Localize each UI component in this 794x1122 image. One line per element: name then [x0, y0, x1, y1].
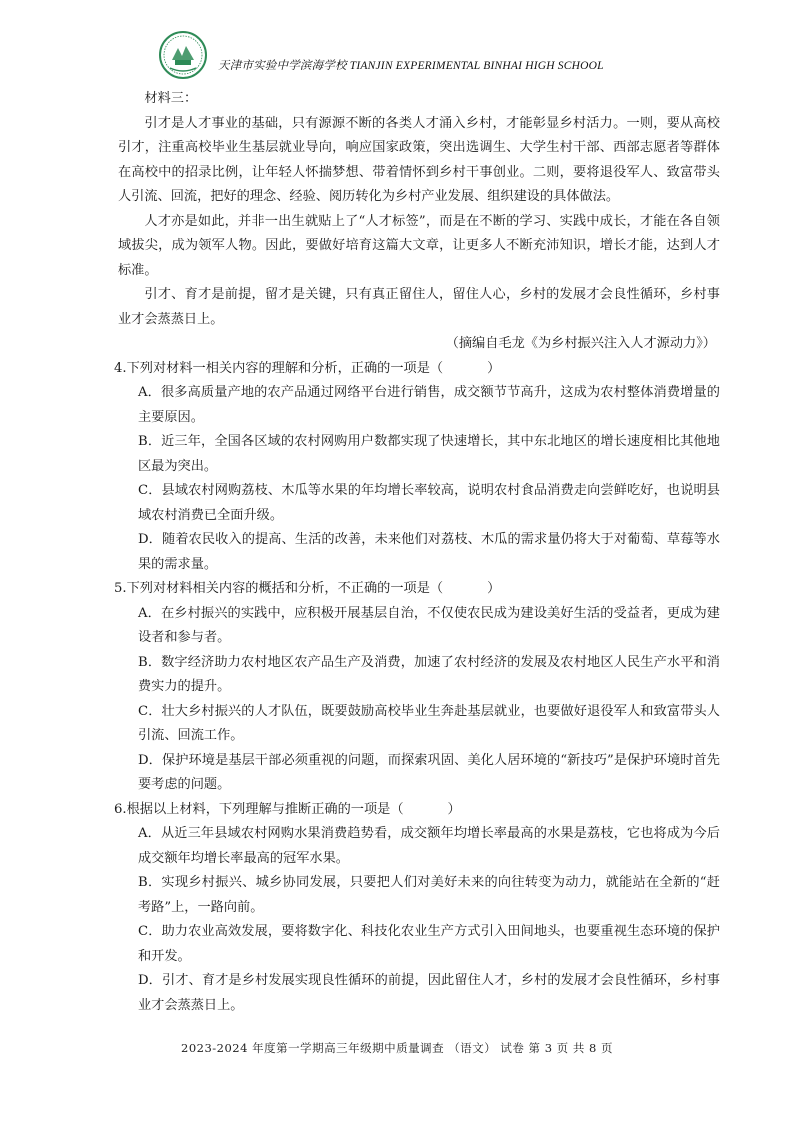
- material-source: （摘编自毛龙《为乡村振兴注入人才源动力》）: [445, 336, 716, 351]
- option-c: C．壮大乡村振兴的人才队伍，既要鼓励高校毕业生奔赴基层就业，也要做好退役军人和致富带头人引流、回流工作。: [138, 703, 720, 743]
- option-d: D．随着农民收入的提高、生活的改善，未来他们对荔枝、木瓜的需求量仍将大于对葡萄、草莓等水果的需求量。: [138, 532, 720, 572]
- material-paragraph: 引才、育才是前提，留才是关键，只有真正留住人，留住人心，乡村的发展才会良性循环，乡村事业才会蒸蒸日上。: [118, 287, 720, 327]
- question-6: [114, 798, 720, 1019]
- material-paragraph: 人才亦是如此，并非一出生就贴上了“人才标签”，而是在不断的学习、实践中成长，才能在各自领域拔尖，成为领军人物。因此，要做好培育这篇大文章，让更多人不断充沛知识，增长才能，达到人才标准。: [118, 213, 720, 278]
- school-logo-icon: [158, 30, 208, 80]
- question-stem: 6.根据以上材料，下列理解与推断正确的一项是（ ）: [114, 801, 461, 817]
- page-content: [114, 87, 720, 1018]
- option-b: B．数字经济助力农村地区农产品生产及消费，加速了农村经济的发展及农村地区人民生产水平和消费实力的提升。: [138, 654, 720, 694]
- school-name: 天津市实验中学滨海学校 TIANJIN EXPERIMENTAL BINHAI HIGH SCHOOL: [218, 60, 604, 72]
- option-a: A．很多高质量产地的农产品通过网络平台进行销售，成交额节节高升，这成为农村整体消费增量的主要原因。: [138, 385, 720, 425]
- question-stem: 4.下列对材料一相关内容的理解和分析，正确的一项是（ ）: [114, 360, 501, 376]
- option-b: B．近三年，全国各区域的农村网购用户数都实现了快速增长，其中东北地区的增长速度相比其他地区最为突出。: [138, 434, 720, 474]
- question-stem: 5.下列对材料相关内容的概括和分析，不正确的一项是（ ）: [114, 581, 501, 596]
- option-c: C．助力农业高效发展，要将数字化、科技化农业生产方式引入田间地头，也要重视生态环境的保护和开发。: [138, 924, 720, 964]
- option-d: D．保护环境是基层干部必须重视的问题，而探索巩固、美化人居环境的“新技巧”是保护环境时首先要考虑的问题。: [138, 752, 720, 792]
- question-5: [114, 577, 720, 798]
- page-header: [158, 30, 678, 80]
- option-c: C．县域农村网购荔枝、木瓜等水果的年均增长率较高，说明农村食品消费走向尝鲜吃好，也说明县域农村消费已全面升级。: [138, 483, 720, 523]
- option-a: A．在乡村振兴的实践中，应积极开展基层自治，不仅使农民成为建设美好生活的受益者，更成为建设者和参与者。: [138, 605, 720, 645]
- material-heading: 材料三：: [144, 91, 198, 106]
- option-d: D．引才、育才是乡村发展实现良性循环的前提，因此留住人才，乡村的发展才会良性循环，乡村事业才会蒸蒸日上。: [138, 973, 720, 1013]
- option-a: A．从近三年县域农村网购水果消费趋势看，成交额年均增长率最高的水果是荔枝，它也将成为今后成交额年均增长率最高的冠军水果。: [138, 826, 720, 866]
- material-paragraph: 引才是人才事业的基础，只有源源不断的各类人才涌入乡村，才能彰显乡村活力。一则，要从高校引才，注重高校毕业生基层就业导向，响应国家政策，突出选调生、大学生村干部、西部志愿者等群体在高校中的招录比例，让年轻人怀揣梦想、带着情怀到乡村干事创业。二则，要将退役军人、致富带头人引流、回流，把好的理念、经验、阅历转化为乡村产业发展、组织建设的具体做法。: [118, 115, 720, 204]
- page-footer: 2023-2024 年度第一学期高三年级期中质量调查 （语文） 试卷 第 3 页 共 8 页: [181, 1041, 613, 1055]
- option-b: B．实现乡村振兴、城乡协同发展，只要把人们对美好未来的向往转变为动力，就能站在全新的“赶考路”上，一路向前。: [138, 875, 720, 915]
- question-4: [114, 357, 720, 578]
